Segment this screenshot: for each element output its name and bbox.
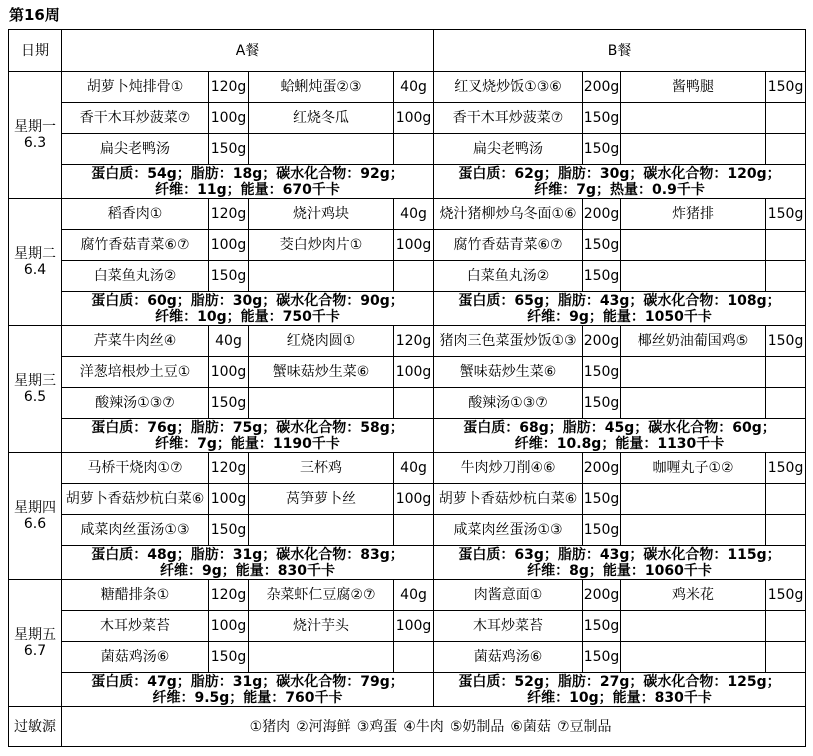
a-dish-main: 胡萝卜香菇炒杭白菜⑥ — [62, 484, 209, 515]
b-dish-weight: 150g — [583, 134, 621, 165]
a-dish-main: 马桥干烧肉①⑦ — [62, 453, 209, 484]
a-side-weight — [394, 515, 434, 546]
a-dish-side: 茭白炒肉片① — [249, 230, 394, 261]
b-dish-main: 白菜鱼丸汤② — [434, 261, 583, 292]
a-dish-side: 蟹味菇炒生菜⑥ — [249, 357, 394, 388]
a-nutrition — [62, 419, 434, 453]
a-nutrition-line: 蛋白质：54g；脂肪：18g；碳水化合物：92g； — [91, 165, 404, 182]
a-dish-weight: 150g — [209, 515, 249, 546]
b-side-weight: 150g — [766, 326, 806, 357]
b-dish-side — [621, 484, 766, 515]
a-dish-main: 稻香肉① — [62, 199, 209, 230]
b-dish-side — [621, 103, 766, 134]
b-dish-weight: 150g — [583, 484, 621, 515]
b-nutrition-line: 纤维：9g；能量：1050千卡 — [527, 308, 712, 325]
b-side-weight: 150g — [766, 199, 806, 230]
b-nutrition-line: 纤维：8g；能量：1060千卡 — [527, 562, 712, 579]
a-nutrition-line: 蛋白质：60g；脂肪：30g；碳水化合物：90g； — [91, 292, 404, 309]
a-dish-weight: 120g — [209, 580, 249, 611]
b-side-weight — [766, 642, 806, 673]
a-side-weight: 100g — [394, 484, 434, 515]
b-dish-main: 牛肉炒刀削④⑥ — [434, 453, 583, 484]
week-title: 第16周 — [9, 6, 60, 24]
b-nutrition-line: 蛋白质：68g；脂肪：45g；碳水化合物：60g； — [463, 419, 776, 436]
b-dish-weight: 150g — [583, 103, 621, 134]
day-date: 6.6 — [23, 516, 47, 532]
a-dish-side — [249, 642, 394, 673]
a-nutrition-line: 纤维：9g；能量：830千卡 — [160, 562, 335, 579]
dish-row — [9, 199, 806, 230]
b-side-weight — [766, 357, 806, 388]
b-dish-side — [621, 642, 766, 673]
b-dish-main: 蟹味菇炒生菜⑥ — [434, 357, 583, 388]
dish-row — [9, 72, 806, 103]
a-side-weight: 40g — [394, 453, 434, 484]
dish-row — [9, 230, 806, 261]
a-side-weight — [394, 261, 434, 292]
a-side-weight: 100g — [394, 357, 434, 388]
a-side-weight: 100g — [394, 103, 434, 134]
a-dish-weight: 40g — [209, 326, 249, 357]
dish-row — [9, 611, 806, 642]
b-nutrition-line: 纤维：10.8g；能量：1130千卡 — [514, 435, 725, 452]
b-side-weight: 150g — [766, 72, 806, 103]
dish-row — [9, 134, 806, 165]
b-nutrition-line: 蛋白质：62g；脂肪：30g；碳水化合物：120g； — [458, 165, 781, 182]
a-dish-weight: 150g — [209, 134, 249, 165]
b-dish-main: 烧汁猪柳炒乌冬面①⑥ — [434, 199, 583, 230]
dish-row — [9, 580, 806, 611]
b-nutrition — [434, 546, 806, 580]
day-date: 6.7 — [23, 643, 47, 659]
a-dish-side — [249, 134, 394, 165]
a-dish-weight: 150g — [209, 261, 249, 292]
allergy-item: ④牛肉 — [403, 718, 444, 735]
b-nutrition — [434, 165, 806, 199]
b-dish-side: 酱鸭腿 — [621, 72, 766, 103]
allergy-list — [62, 707, 806, 747]
a-nutrition-line: 蛋白质：48g；脂肪：31g；碳水化合物：83g； — [91, 546, 404, 563]
b-nutrition — [434, 419, 806, 453]
a-dish-weight: 100g — [209, 611, 249, 642]
b-dish-main: 红叉烧炒饭①③⑥ — [434, 72, 583, 103]
b-dish-side: 鸡米花 — [621, 580, 766, 611]
a-dish-side: 红烧冬瓜 — [249, 103, 394, 134]
b-side-weight — [766, 388, 806, 419]
a-dish-side: 蛤蜊炖蛋②③ — [249, 72, 394, 103]
a-dish-main: 糖醋排条① — [62, 580, 209, 611]
a-meal-header: A餐 — [62, 30, 434, 72]
a-nutrition — [62, 546, 434, 580]
date-header: 日期 — [9, 30, 62, 72]
b-nutrition — [434, 292, 806, 326]
day-date: 6.4 — [23, 262, 47, 278]
b-dish-main: 胡萝卜香菇炒杭白菜⑥ — [434, 484, 583, 515]
b-side-weight — [766, 261, 806, 292]
dish-row — [9, 453, 806, 484]
allergy-label: 过敏源 — [9, 707, 62, 747]
b-dish-weight: 200g — [583, 453, 621, 484]
a-dish-weight: 100g — [209, 230, 249, 261]
a-dish-weight: 120g — [209, 72, 249, 103]
b-side-weight: 150g — [766, 453, 806, 484]
a-dish-side — [249, 261, 394, 292]
b-dish-weight: 150g — [583, 611, 621, 642]
nutrition-row — [9, 292, 806, 326]
b-nutrition-line: 蛋白质：52g；脂肪：27g；碳水化合物：125g； — [458, 673, 781, 690]
day-date: 6.5 — [23, 389, 47, 405]
day-cell — [9, 199, 62, 326]
a-dish-weight: 120g — [209, 453, 249, 484]
a-dish-main: 芹菜牛肉丝④ — [62, 326, 209, 357]
a-dish-main: 菌菇鸡汤⑥ — [62, 642, 209, 673]
b-dish-weight: 150g — [583, 515, 621, 546]
allergy-row — [9, 707, 806, 747]
b-dish-side — [621, 261, 766, 292]
b-dish-main: 酸辣汤①③⑦ — [434, 388, 583, 419]
b-dish-main: 扁尖老鸭汤 — [434, 134, 583, 165]
b-dish-main: 猪肉三色菜蛋炒饭①③ — [434, 326, 583, 357]
a-side-weight: 120g — [394, 326, 434, 357]
b-side-weight: 150g — [766, 580, 806, 611]
dish-row — [9, 484, 806, 515]
b-nutrition-line: 纤维：10g；能量：830千卡 — [527, 689, 712, 706]
allergy-item: ⑤奶制品 — [449, 718, 505, 735]
b-dish-side: 咖喱丸子①② — [621, 453, 766, 484]
a-nutrition-line: 纤维：9.5g；能量：760千卡 — [152, 689, 343, 706]
b-dish-side — [621, 388, 766, 419]
a-dish-side: 红烧肉圆① — [249, 326, 394, 357]
day-cell — [9, 72, 62, 199]
b-side-weight — [766, 611, 806, 642]
a-dish-main: 木耳炒菜苔 — [62, 611, 209, 642]
b-dish-weight: 150g — [583, 642, 621, 673]
nutrition-row — [9, 165, 806, 199]
b-side-weight — [766, 134, 806, 165]
allergy-item: ⑥菌菇 — [510, 718, 551, 735]
a-dish-weight: 100g — [209, 484, 249, 515]
day-name: 星期一 — [14, 119, 56, 135]
a-side-weight: 100g — [394, 611, 434, 642]
a-dish-weight: 150g — [209, 388, 249, 419]
b-dish-main: 腐竹香菇青菜⑥⑦ — [434, 230, 583, 261]
a-dish-side: 烧汁鸡块 — [249, 199, 394, 230]
dish-row — [9, 326, 806, 357]
b-dish-weight: 150g — [583, 388, 621, 419]
b-dish-main: 香干木耳炒菠菜⑦ — [434, 103, 583, 134]
a-side-weight: 40g — [394, 580, 434, 611]
b-dish-weight: 200g — [583, 72, 621, 103]
b-side-weight — [766, 515, 806, 546]
b-dish-weight: 150g — [583, 230, 621, 261]
b-dish-side — [621, 134, 766, 165]
a-side-weight — [394, 134, 434, 165]
day-cell — [9, 326, 62, 453]
b-dish-weight: 200g — [583, 326, 621, 357]
a-nutrition — [62, 165, 434, 199]
a-dish-weight: 150g — [209, 642, 249, 673]
allergy-item: ②河海鲜 — [296, 718, 351, 735]
b-side-weight — [766, 230, 806, 261]
a-nutrition-line: 蛋白质：47g；脂肪：31g；碳水化合物：79g； — [91, 673, 404, 690]
a-dish-main: 咸菜肉丝蛋汤①③ — [62, 515, 209, 546]
b-dish-side — [621, 357, 766, 388]
day-cell — [9, 453, 62, 580]
a-nutrition-line: 纤维：10g；能量：750千卡 — [155, 308, 340, 325]
dish-row — [9, 642, 806, 673]
allergy-item: ①猪肉 — [249, 718, 291, 735]
b-nutrition-line: 蛋白质：65g；脂肪：43g；碳水化合物：108g； — [458, 292, 781, 309]
day-name: 星期二 — [14, 246, 56, 262]
b-nutrition-line: 纤维：7g；热量：0.9千卡 — [534, 181, 705, 198]
a-dish-side — [249, 388, 394, 419]
a-dish-main: 白菜鱼丸汤② — [62, 261, 209, 292]
a-dish-weight: 120g — [209, 199, 249, 230]
dish-row — [9, 261, 806, 292]
nutrition-row — [9, 546, 806, 580]
a-dish-main: 扁尖老鸭汤 — [62, 134, 209, 165]
a-dish-main: 腐竹香菇青菜⑥⑦ — [62, 230, 209, 261]
b-side-weight — [766, 484, 806, 515]
a-side-weight — [394, 388, 434, 419]
a-dish-side: 烧汁芋头 — [249, 611, 394, 642]
dish-row — [9, 357, 806, 388]
a-dish-main: 洋葱培根炒土豆① — [62, 357, 209, 388]
day-name: 星期四 — [14, 500, 56, 516]
allergy-item: ③鸡蛋 — [356, 718, 398, 735]
nutrition-row — [9, 419, 806, 453]
a-dish-weight: 100g — [209, 357, 249, 388]
a-nutrition-line: 蛋白质：76g；脂肪：75g；碳水化合物：58g； — [91, 419, 404, 436]
a-dish-side: 杂菜虾仁豆腐②⑦ — [249, 580, 394, 611]
b-dish-weight: 200g — [583, 580, 621, 611]
day-date: 6.3 — [23, 135, 47, 151]
nutrition-row — [9, 673, 806, 707]
day-cell — [9, 580, 62, 707]
b-dish-side: 椰丝奶油葡国鸡⑤ — [621, 326, 766, 357]
b-nutrition-line: 蛋白质：63g；脂肪：43g；碳水化合物：115g； — [458, 546, 781, 563]
a-dish-side: 莴笋萝卜丝 — [249, 484, 394, 515]
a-dish-side: 三杯鸡 — [249, 453, 394, 484]
b-dish-weight: 150g — [583, 357, 621, 388]
a-side-weight: 40g — [394, 199, 434, 230]
menu-table — [8, 29, 806, 747]
b-dish-weight: 200g — [583, 199, 621, 230]
allergy-item: ⑦豆制品 — [556, 718, 612, 735]
a-dish-weight: 100g — [209, 103, 249, 134]
b-side-weight — [766, 103, 806, 134]
a-dish-main: 香干木耳炒菠菜⑦ — [62, 103, 209, 134]
b-dish-main: 咸菜肉丝蛋汤①③ — [434, 515, 583, 546]
day-name: 星期五 — [14, 627, 56, 643]
a-dish-main: 酸辣汤①③⑦ — [62, 388, 209, 419]
b-dish-main: 肉酱意面① — [434, 580, 583, 611]
a-nutrition — [62, 673, 434, 707]
a-dish-main: 胡萝卜炖排骨① — [62, 72, 209, 103]
a-nutrition-line: 纤维：7g；能量：1190千卡 — [155, 435, 340, 452]
a-side-weight: 40g — [394, 72, 434, 103]
dish-row — [9, 388, 806, 419]
b-dish-side — [621, 515, 766, 546]
b-dish-side: 炸猪排 — [621, 199, 766, 230]
b-nutrition — [434, 673, 806, 707]
b-dish-main: 菌菇鸡汤⑥ — [434, 642, 583, 673]
b-dish-main: 木耳炒菜苔 — [434, 611, 583, 642]
a-side-weight — [394, 642, 434, 673]
b-dish-weight: 150g — [583, 261, 621, 292]
dish-row — [9, 103, 806, 134]
header-row — [9, 30, 806, 72]
dish-row — [9, 515, 806, 546]
a-side-weight: 100g — [394, 230, 434, 261]
a-nutrition-line: 纤维：11g；能量：670千卡 — [155, 181, 340, 198]
b-dish-side — [621, 230, 766, 261]
a-nutrition — [62, 292, 434, 326]
day-name: 星期三 — [14, 373, 56, 389]
b-dish-side — [621, 611, 766, 642]
b-meal-header: B餐 — [434, 30, 806, 72]
a-dish-side — [249, 515, 394, 546]
